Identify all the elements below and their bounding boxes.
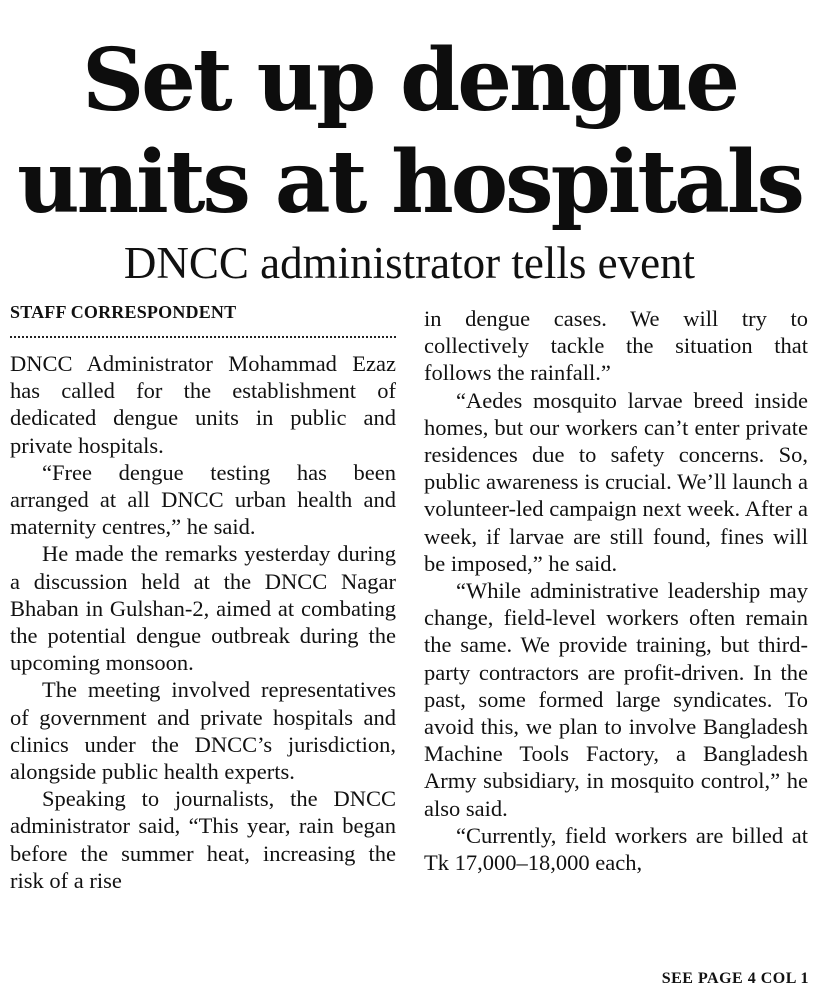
- subheadline: DNCC administrator tells event: [123, 238, 696, 288]
- paragraph: “Free dengue testing has been arranged at all DNCC urban health and maternity centres,” he said.: [10, 459, 396, 540]
- headline-line-2: units at hospitals: [17, 132, 802, 233]
- paragraph: He made the remarks yesterday during a discussion held at the DNCC Nagar Bhaban in Gulshan-2, aimed at combating the potential dengue outbreak during the upcoming monsoon.: [10, 541, 396, 676]
- headline-line-1: Set up dengue: [82, 30, 737, 131]
- paragraph: The meeting involved representatives of government and private hospitals and clinics under the DNCC’s jurisdiction, alongside public health experts.: [10, 677, 396, 785]
- paragraph: “While administrative leadership may change, field-level workers often remain the same. We provide training, but third-party contractors are profit-driven. In the past, some formed large syndicates. To avoid this, we plan to involve Bangladesh Machine Tools Factory, a Bangladesh Army subsidiary, in mosquito control,” he also said.: [424, 578, 808, 821]
- paragraph: “Currently, field workers are billed at Tk 17,000–18,000 each,: [424, 822, 808, 876]
- article-column-2: [424, 305, 808, 876]
- byline-divider: [10, 336, 396, 338]
- article-column-1: [10, 350, 396, 894]
- paragraph: “Aedes mosquito larvae breed inside homes, but our workers can’t enter private residences due to safety concerns. So, public awareness is crucial. We’ll launch a volunteer-led campaign next week. After a week, if larvae are still found, fines will be imposed,” he said.: [424, 387, 808, 576]
- continued-on-page-note: SEE PAGE 4 COL 1: [661, 970, 809, 987]
- paragraph: in dengue cases. We will try to collectively tackle the situation that follows the rainfall.”: [424, 306, 808, 386]
- paragraph: Speaking to journalists, the DNCC administrator said, “This year, rain began before the summer heat, increasing the risk of a rise: [10, 786, 396, 893]
- paragraph: DNCC Administrator Mohammad Ezaz has called for the establishment of dedicated dengue units in public and private hospitals.: [10, 351, 396, 458]
- byline: STAFF CORRESPONDENT: [10, 302, 237, 322]
